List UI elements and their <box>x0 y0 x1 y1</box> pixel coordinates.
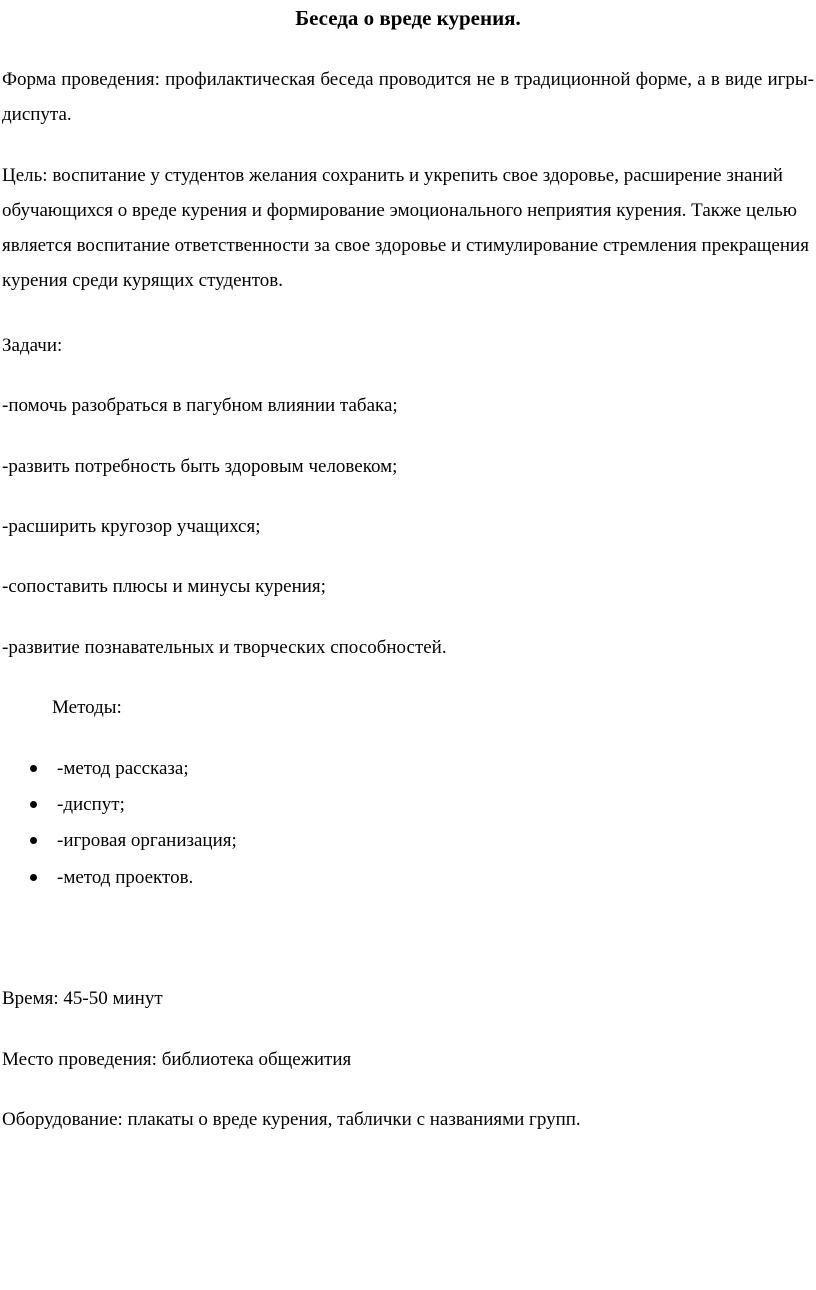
method-label: -метод рассказа; <box>57 758 189 779</box>
method-item <box>30 757 189 781</box>
task-item: -расширить кругозор учащихся; <box>2 516 261 537</box>
method-label: -игровая организация; <box>57 830 237 851</box>
method-item <box>30 793 125 817</box>
goal-paragraph: Цель: воспитание у студентов желания сохранить и укрепить свое здоровье, расширение знаний обучающихся о вреде курения и формирование эмоционального неприятия курения. Также целью является воспитание ответственности за свое здоровье и стимулирование стремления прекращения курения среди курящих студентов. <box>2 165 809 291</box>
method-item <box>30 866 193 890</box>
task-item: -сопоставить плюсы и минусы курения; <box>2 576 326 597</box>
method-label: -метод проектов. <box>57 867 194 888</box>
methods-heading: Методы: <box>52 697 122 718</box>
time-line: Время: 45-50 минут <box>2 988 163 1009</box>
bullet-icon <box>30 874 37 881</box>
form-paragraph: Форма проведения: профилактическая беседа проводится не в традиционной форме, а в виде игры-диспута. <box>2 69 814 125</box>
bullet-icon <box>30 801 37 808</box>
document-title: Беседа о вреде курения. <box>295 6 521 30</box>
method-item <box>30 829 237 853</box>
method-label: -диспут; <box>57 794 125 815</box>
equipment-line: Оборудование: плакаты о вреде курения, таблички с названиями групп. <box>2 1109 581 1130</box>
place-line: Место проведения: библиотека общежития <box>2 1049 352 1070</box>
task-item: -помочь разобраться в пагубном влиянии табака; <box>2 395 398 416</box>
bullet-icon <box>30 837 37 844</box>
bullet-icon <box>30 765 37 772</box>
tasks-heading: Задачи: <box>2 335 63 356</box>
task-item: -развить потребность быть здоровым человеком; <box>2 456 398 477</box>
task-item: -развитие познавательных и творческих способностей. <box>2 637 447 658</box>
